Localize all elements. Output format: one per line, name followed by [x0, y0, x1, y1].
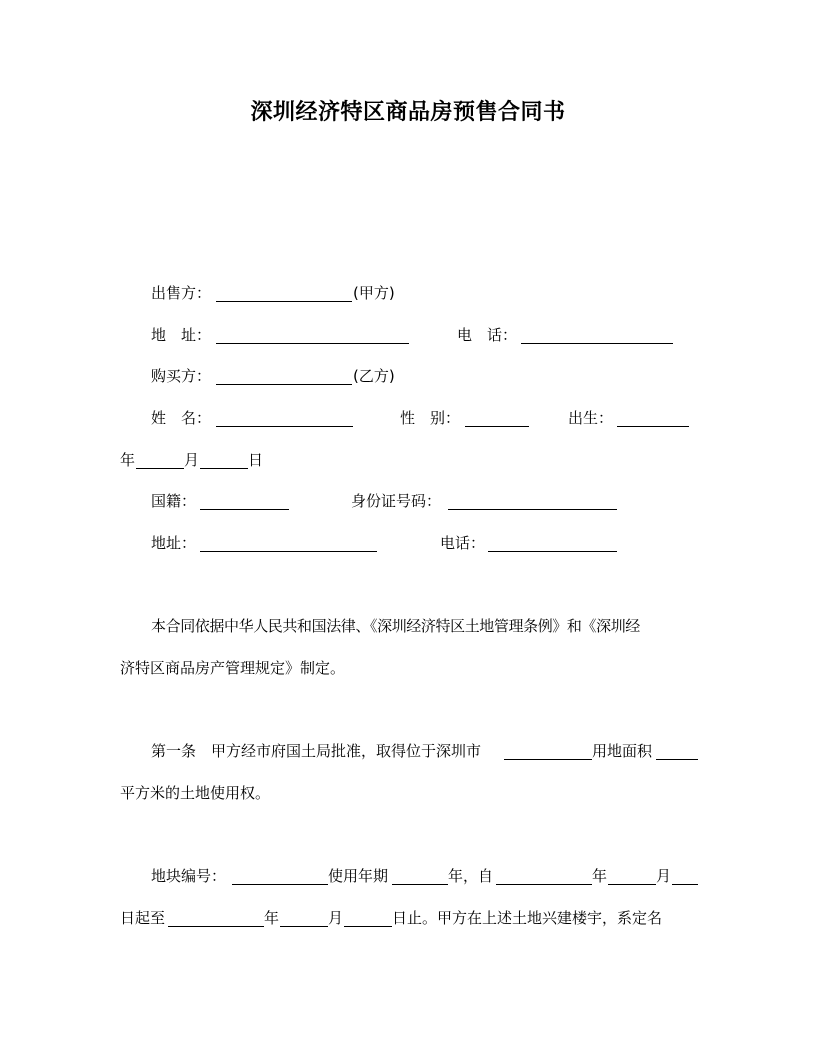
buyer-label: 购买方： [151, 367, 212, 385]
article-1-line-1a: 第一条 甲方经市府国土局批准，取得位于深圳市 [151, 742, 482, 760]
plot-term-blank [392, 884, 448, 885]
buyer-suffix: (乙方) [353, 367, 395, 385]
buyer-name-label: 姓 名： [151, 409, 212, 427]
buyer-gender-label: 性 别： [400, 409, 461, 427]
plot-to-month-blank [280, 926, 328, 927]
buyer-blank [216, 384, 352, 385]
buyer-name-blank [216, 426, 353, 427]
seller-phone-blank [521, 343, 673, 344]
seller-suffix: (甲方) [353, 284, 395, 302]
plot-from-day-blank [672, 884, 698, 885]
seller-address-label: 地 址： [151, 326, 212, 344]
plot-to-year-char: 年 [264, 909, 280, 927]
preamble-line-1: 本合同依据中华人民共和国法律、《深圳经济特区土地管理条例》和《深圳经 [151, 617, 640, 635]
birth-month-blank [136, 468, 184, 469]
nationality-blank [200, 509, 289, 510]
plot-from-label: 年，自 [448, 867, 494, 885]
plot-from-month-blank [608, 884, 656, 885]
birth-month-char: 月 [184, 451, 200, 469]
buyer-birth-blank [617, 426, 689, 427]
buyer-address-label: 地址： [151, 534, 197, 552]
article-1-line-2: 平方米的土地使用权。 [120, 784, 271, 802]
nationality-label: 国籍： [151, 492, 197, 510]
plot-from-year-blank [496, 884, 592, 885]
plot-line-2-tail: 日止。甲方在上述土地兴建楼宇，系定名 [392, 909, 663, 927]
id-number-label: 身份证号码： [351, 492, 442, 510]
article-1-location-blank [504, 759, 592, 760]
plot-number-label: 地块编号： [151, 867, 227, 885]
id-number-blank [448, 509, 617, 510]
buyer-phone-label: 电话： [440, 534, 486, 552]
plot-from-month-char: 月 [656, 867, 672, 885]
seller-address-blank [216, 343, 409, 344]
plot-to-month-char: 月 [328, 909, 344, 927]
document-title: 深圳经济特区商品房预售合同书 [250, 99, 566, 125]
article-1-area-blank [656, 759, 698, 760]
seller-phone-label: 电 话： [457, 326, 518, 344]
buyer-address-blank [200, 551, 377, 552]
article-1-line-1b: 用地面积 [592, 742, 653, 760]
plot-to-day-blank [344, 926, 392, 927]
buyer-phone-blank [488, 551, 617, 552]
birth-day-blank [200, 468, 248, 469]
plot-from-year-char: 年 [592, 867, 608, 885]
seller-blank [216, 301, 352, 302]
plot-until-label: 日起至 [120, 909, 166, 927]
plot-term-label: 使用年期 [328, 867, 389, 885]
buyer-gender-blank [465, 426, 529, 427]
plot-number-blank [232, 884, 328, 885]
plot-to-year-blank [168, 926, 264, 927]
birth-day-char: 日 [248, 451, 264, 469]
birth-year-char: 年 [120, 451, 136, 469]
seller-label: 出售方： [151, 284, 212, 302]
preamble-line-2: 济特区商品房产管理规定》制定。 [120, 659, 346, 677]
buyer-birth-label: 出生： [568, 409, 614, 427]
